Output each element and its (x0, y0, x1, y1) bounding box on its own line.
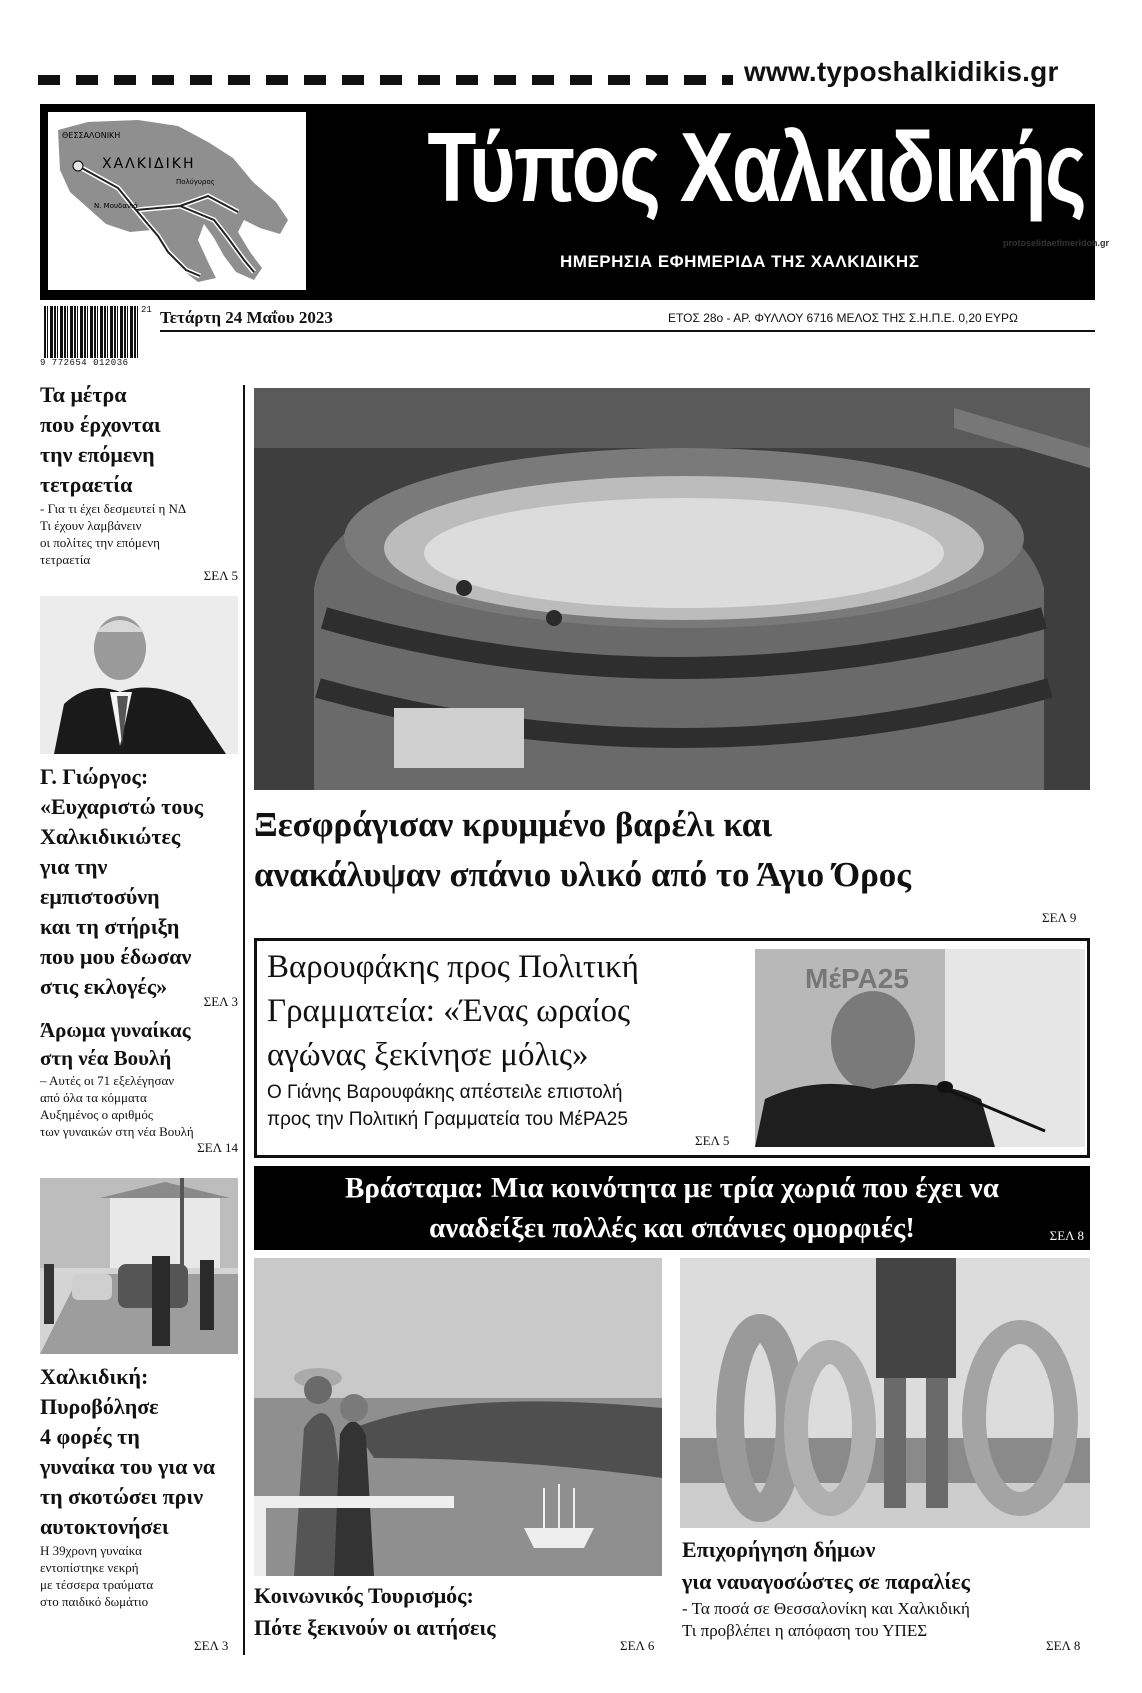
photo-lifeguards (680, 1258, 1090, 1528)
photo-police-scene (40, 1178, 238, 1354)
column-divider (243, 385, 245, 1655)
photo-tourism (254, 1258, 662, 1576)
story-summary: Η 39χρονη γυναίκα εντοπίστηκε νεκρή με τέσσερα τραύματα στο παιδικό δωμάτιο (40, 1543, 154, 1609)
story-lifeguards[interactable] (682, 1534, 1092, 1642)
map-label-moudania: Ν. Μουδανιά (94, 202, 138, 210)
story-summary: Ο Γιάνης Βαρουφάκης απέστειλε επιστολή προς την Πολιτική Γραμματεία του ΜέΡΑ25 (267, 1082, 628, 1130)
page-ref: ΣΕΛ 3 (194, 1638, 229, 1653)
masthead (40, 104, 1095, 300)
newspaper-subtitle: ΗΜΕΡΗΣΙΑ ΕΦΗΜΕΡΙΔΑ ΤΗΣ ΧΑΛΚΙΔΙΚΗΣ (560, 252, 920, 271)
photo-giorgos (40, 596, 238, 754)
main-headline[interactable]: Ξεσφράγισαν κρυμμένο βαρέλι και ανακάλυψαν σπάνιο υλικό από το Άγιο Όρος (254, 805, 912, 894)
page-ref: ΣΕΛ 8 (1046, 1638, 1081, 1653)
site-url[interactable]: www.typoshalkidikis.gr (744, 56, 1059, 87)
story-summary: – Αυτές οι 71 εξελέγησαν από όλα τα κόμματα Αυξημένος ο αριθμός των γυναικών στη νέα Βουλή (40, 1073, 194, 1139)
story-summary: - Τα ποσά σε Θεσσαλονίκη και Χαλκιδική Τι προβλέπει η απόφαση του ΥΠΕΣ (682, 1599, 970, 1640)
story-women-parliament[interactable] (40, 1016, 240, 1156)
story-headline: Γ. Γιώργος: «Ευχαριστώ τους Χαλκιδικιώτες για την εμπιστοσύνη και τη στήριξη που μου έδωσαν στις εκλογές» (40, 764, 204, 999)
newspaper-title: Τύπος Χαλκιδικής (427, 112, 1085, 222)
story-giorgos[interactable] (40, 762, 240, 1010)
page-ref: ΣΕΛ 6 (620, 1638, 655, 1653)
story-vrastama[interactable]: Βράσταμα: Μια κοινότητα με τρία χωριά που έχει να αναδείξει πολλές και σπάνιες ομορφιές! ΣΕΛ 8 (254, 1166, 1090, 1250)
map-label-chalkidiki: ΧΑΛΚΙΔΙΚΗ (102, 156, 196, 172)
chalkidiki-map (48, 112, 306, 290)
page-ref: ΣΕΛ 5 (203, 568, 238, 583)
issue-date: Τετάρτη 24 Μαΐου 2023 (160, 308, 333, 327)
barcode-addon: 21 (141, 305, 152, 315)
story-headline: Τα μέτρα που έρχονται την επόμενη τετραετία (40, 382, 161, 497)
story-summary: - Για τι έχει δεσμευτεί η ΝΔ Τι έχουν λαμβάνειν οι πολίτες την επόμενη τετραετία (40, 501, 187, 567)
page-ref: ΣΕΛ 8 (1049, 1228, 1084, 1243)
map-label-thessaloniki: ΘΕΣΣΑΛΟΝΙΚΗ (62, 131, 121, 140)
page-ref: ΣΕΛ 5 (695, 1133, 730, 1148)
barcode (44, 306, 140, 358)
photo-varoufakis (755, 949, 1085, 1147)
story-shooting[interactable] (40, 1362, 242, 1610)
watermark: protoselidaefimeridon.gr (1003, 238, 1110, 248)
story-varoufakis[interactable] (254, 938, 1090, 1158)
map-label-polygyros: Πολύγυρος (176, 178, 215, 186)
story-headline: Επιχορήγηση δήμων για ναυαγοσώστες σε παραλίες (682, 1537, 970, 1594)
story-tourism[interactable]: Κοινωνικός Τουρισμός: Πότε ξεκινούν οι αιτήσεις (254, 1583, 496, 1640)
story-headline: Άρωμα γυναίκας στη νέα Βουλή (40, 1018, 191, 1070)
page-ref: ΣΕΛ 9 (1042, 910, 1077, 925)
issue-info: ΕΤΟΣ 28ο - ΑΡ. ΦΥΛΛΟΥ 6716 ΜΕΛΟΣ ΤΗΣ Σ.Η.Π.Ε. 0,20 ΕΥΡΩ (668, 311, 1019, 325)
page-ref: ΣΕΛ 14 (197, 1140, 238, 1155)
page-ref: ΣΕΛ 3 (203, 994, 238, 1009)
story-headline: Βαρουφάκης προς Πολιτική Γραμματεία: «Ένας ωραίος αγώνας ξεκίνησε μόλις» (267, 949, 639, 1073)
map-icon (48, 112, 306, 290)
story-measures[interactable] (40, 380, 240, 584)
story-headline: Χαλκιδική: Πυροβόλησε 4 φορές τη γυναίκα του για να τη σκοτώσει πριν αυτοκτονήσει (40, 1364, 216, 1539)
date-rule (160, 330, 1095, 332)
photo-sign: ΜέΡΑ25 (805, 963, 909, 994)
top-dashed-rule (38, 75, 733, 85)
photo-barrel (254, 388, 1090, 790)
barcode-number: 9 772654 012036 (40, 358, 129, 368)
